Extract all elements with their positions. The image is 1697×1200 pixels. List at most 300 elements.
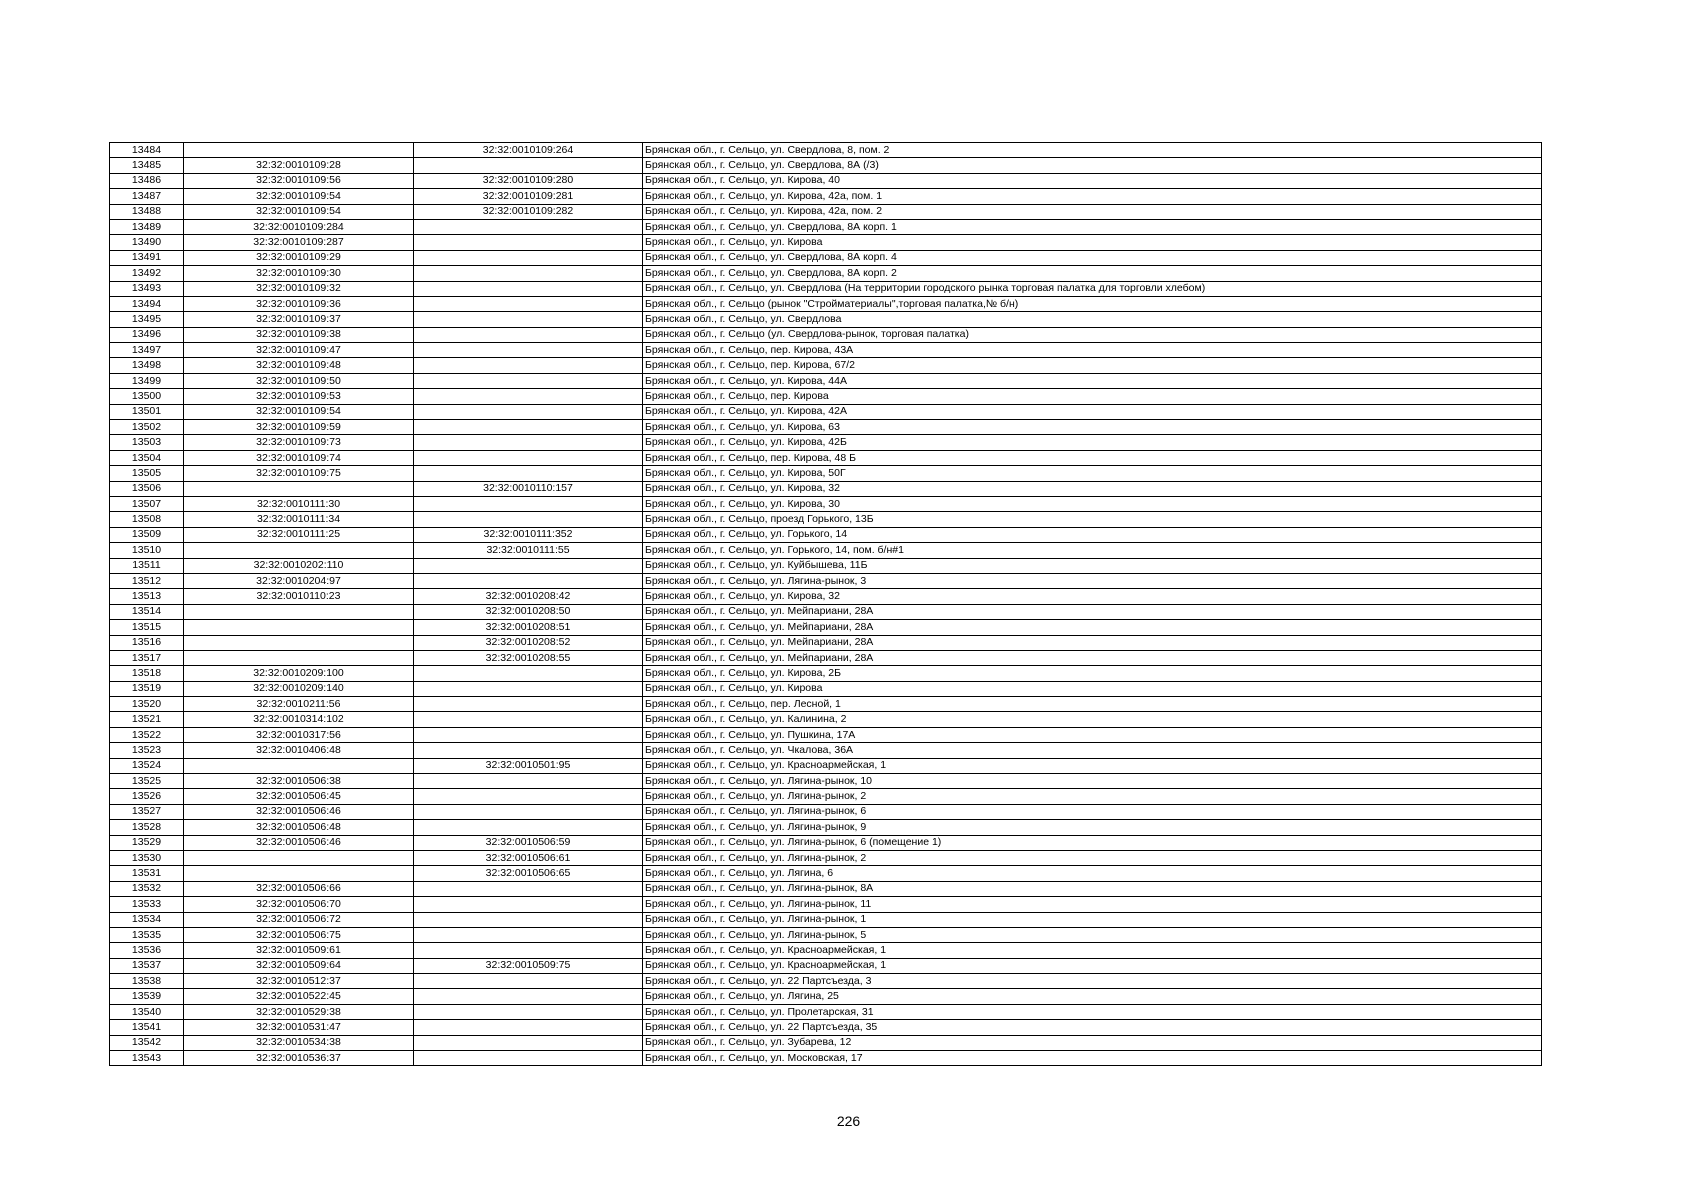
cadastral-number-cell: 32:32:0010506:46 [184, 835, 414, 850]
row-number-cell: 13526 [110, 789, 184, 804]
address-cell: Брянская обл., г. Сельцо, ул. Кирова, 44А [643, 373, 1542, 388]
room-cadastral-number-cell: 32:32:0010109:280 [414, 173, 643, 188]
table-row [110, 835, 1542, 850]
address-cell: Брянская обл., г. Сельцо, ул. Горького, 14, пом. б/н#1 [643, 543, 1542, 558]
row-number-cell: 13488 [110, 204, 184, 219]
row-number-cell: 13537 [110, 958, 184, 973]
table-row [110, 804, 1542, 819]
room-cadastral-number-cell [414, 450, 643, 465]
row-number-cell: 13511 [110, 558, 184, 573]
table-row [110, 496, 1542, 511]
room-cadastral-number-cell [414, 435, 643, 450]
cadastral-number-cell: 32:32:0010109:38 [184, 327, 414, 342]
cadastral-number-cell: 32:32:0010109:56 [184, 173, 414, 188]
address-cell: Брянская обл., г. Сельцо, ул. Калинина, 2 [643, 712, 1542, 727]
room-cadastral-number-cell [414, 804, 643, 819]
row-number-cell: 13527 [110, 804, 184, 819]
table-row [110, 789, 1542, 804]
address-cell: Брянская обл., г. Сельцо, ул. 22 Партсъезда, 3 [643, 974, 1542, 989]
table-row [110, 573, 1542, 588]
room-cadastral-number-cell [414, 1035, 643, 1050]
address-cell: Брянская обл., г. Сельцо, пер. Кирова [643, 389, 1542, 404]
cadastral-number-cell: 32:32:0010509:61 [184, 943, 414, 958]
table-row [110, 635, 1542, 650]
cadastral-number-cell: 32:32:0010109:287 [184, 235, 414, 250]
cadastral-number-cell: 32:32:0010506:46 [184, 804, 414, 819]
table-row [110, 358, 1542, 373]
table-row [110, 958, 1542, 973]
row-number-cell: 13515 [110, 620, 184, 635]
address-cell: Брянская обл., г. Сельцо, ул. Свердлова, 8А (/3) [643, 158, 1542, 173]
cadastral-number-cell [184, 620, 414, 635]
cadastral-number-cell: 32:32:0010506:66 [184, 881, 414, 896]
row-number-cell: 13487 [110, 189, 184, 204]
table-body [110, 143, 1542, 1066]
row-number-cell: 13509 [110, 527, 184, 542]
cadastral-number-cell: 32:32:0010509:64 [184, 958, 414, 973]
row-number-cell: 13536 [110, 943, 184, 958]
cadastral-number-cell: 32:32:0010109:53 [184, 389, 414, 404]
room-cadastral-number-cell [414, 743, 643, 758]
table-row [110, 927, 1542, 942]
table-row [110, 527, 1542, 542]
table-row [110, 219, 1542, 234]
address-cell: Брянская обл., г. Сельцо, ул. Свердлова (На территории городского рынка торговая палатка для торговли хлебом) [643, 281, 1542, 296]
table-row [110, 543, 1542, 558]
cadastral-number-cell: 32:32:0010534:38 [184, 1035, 414, 1050]
room-cadastral-number-cell [414, 296, 643, 311]
row-number-cell: 13491 [110, 250, 184, 265]
address-cell: Брянская обл., г. Сельцо, ул. Мейпариани, 28А [643, 635, 1542, 650]
cadastral-number-cell [184, 543, 414, 558]
room-cadastral-number-cell: 32:32:0010111:55 [414, 543, 643, 558]
table-row [110, 143, 1542, 158]
table-row [110, 235, 1542, 250]
table-row [110, 1051, 1542, 1066]
row-number-cell: 13486 [110, 173, 184, 188]
row-number-cell: 13502 [110, 420, 184, 435]
table-row [110, 1020, 1542, 1035]
address-cell: Брянская обл., г. Сельцо, ул. Лягина-рынок, 5 [643, 927, 1542, 942]
address-cell: Брянская обл., г. Сельцо, ул. Красноармейская, 1 [643, 943, 1542, 958]
row-number-cell: 13523 [110, 743, 184, 758]
address-cell: Брянская обл., г. Сельцо, ул. Лягина-рынок, 6 (помещение 1) [643, 835, 1542, 850]
row-number-cell: 13506 [110, 481, 184, 496]
table-row [110, 912, 1542, 927]
address-cell: Брянская обл., г. Сельцо, ул. Чкалова, 36А [643, 743, 1542, 758]
cadastral-number-cell [184, 635, 414, 650]
room-cadastral-number-cell [414, 250, 643, 265]
table-row [110, 266, 1542, 281]
row-number-cell: 13540 [110, 1004, 184, 1019]
address-cell: Брянская обл., г. Сельцо, ул. Московская, 17 [643, 1051, 1542, 1066]
address-cell: Брянская обл., г. Сельцо, ул. Свердлова, 8А корп. 1 [643, 219, 1542, 234]
row-number-cell: 13534 [110, 912, 184, 927]
address-cell: Брянская обл., г. Сельцо, ул. Горького, 14 [643, 527, 1542, 542]
address-cell: Брянская обл., г. Сельцо, ул. Зубарева, 12 [643, 1035, 1542, 1050]
room-cadastral-number-cell [414, 697, 643, 712]
room-cadastral-number-cell: 32:32:0010509:75 [414, 958, 643, 973]
row-number-cell: 13518 [110, 666, 184, 681]
cadastral-number-cell: 32:32:0010506:48 [184, 820, 414, 835]
address-cell: Брянская обл., г. Сельцо, ул. Красноармейская, 1 [643, 758, 1542, 773]
cadastral-number-cell: 32:32:0010111:25 [184, 527, 414, 542]
address-cell: Брянская обл., г. Сельцо, ул. Кирова, 32 [643, 589, 1542, 604]
room-cadastral-number-cell [414, 404, 643, 419]
row-number-cell: 13501 [110, 404, 184, 419]
cadastral-number-cell: 32:32:0010109:54 [184, 404, 414, 419]
table-row [110, 727, 1542, 742]
table-row [110, 281, 1542, 296]
room-cadastral-number-cell [414, 943, 643, 958]
address-cell: Брянская обл., г. Сельцо, ул. Свердлова [643, 312, 1542, 327]
table-row [110, 420, 1542, 435]
row-number-cell: 13504 [110, 450, 184, 465]
address-cell: Брянская обл., г. Сельцо, ул. Кирова, 63 [643, 420, 1542, 435]
table-row [110, 1035, 1542, 1050]
room-cadastral-number-cell [414, 327, 643, 342]
room-cadastral-number-cell [414, 927, 643, 942]
room-cadastral-number-cell: 32:32:0010109:281 [414, 189, 643, 204]
address-cell: Брянская обл., г. Сельцо, пер. Кирова, 43А [643, 343, 1542, 358]
row-number-cell: 13495 [110, 312, 184, 327]
room-cadastral-number-cell [414, 281, 643, 296]
cadastral-number-cell: 32:32:0010506:72 [184, 912, 414, 927]
row-number-cell: 13493 [110, 281, 184, 296]
address-cell: Брянская обл., г. Сельцо, ул. Кирова, 42а, пом. 1 [643, 189, 1542, 204]
room-cadastral-number-cell [414, 558, 643, 573]
room-cadastral-number-cell [414, 789, 643, 804]
cadastral-number-cell: 32:32:0010209:140 [184, 681, 414, 696]
address-cell: Брянская обл., г. Сельцо, ул. Кирова [643, 681, 1542, 696]
row-number-cell: 13485 [110, 158, 184, 173]
table-row [110, 604, 1542, 619]
address-cell: Брянская обл., г. Сельцо, пер. Кирова, 67/2 [643, 358, 1542, 373]
row-number-cell: 13521 [110, 712, 184, 727]
address-cell: Брянская обл., г. Сельцо, ул. Кирова, 2Б [643, 666, 1542, 681]
room-cadastral-number-cell: 32:32:0010501:95 [414, 758, 643, 773]
room-cadastral-number-cell: 32:32:0010109:282 [414, 204, 643, 219]
row-number-cell: 13531 [110, 866, 184, 881]
table-row [110, 743, 1542, 758]
address-cell: Брянская обл., г. Сельцо, ул. Мейпариани, 28А [643, 650, 1542, 665]
address-cell: Брянская обл., г. Сельцо, ул. Мейпариани, 28А [643, 604, 1542, 619]
row-number-cell: 13514 [110, 604, 184, 619]
address-cell: Брянская обл., г. Сельцо, проезд Горького, 13Б [643, 512, 1542, 527]
cadastral-number-cell: 32:32:0010536:37 [184, 1051, 414, 1066]
cadastral-number-cell [184, 850, 414, 865]
table-row [110, 1004, 1542, 1019]
address-cell: Брянская обл., г. Сельцо, ул. Лягина-рынок, 11 [643, 897, 1542, 912]
cadastral-number-cell: 32:32:0010406:48 [184, 743, 414, 758]
cadastral-number-cell: 32:32:0010109:28 [184, 158, 414, 173]
cadastral-number-cell: 32:32:0010109:74 [184, 450, 414, 465]
room-cadastral-number-cell [414, 774, 643, 789]
cadastral-number-cell: 32:32:0010109:54 [184, 204, 414, 219]
address-cell: Брянская обл., г. Сельцо, ул. Лягина-рынок, 9 [643, 820, 1542, 835]
address-cell: Брянская обл., г. Сельцо (рынок "Стройматериалы",торговая палатка,№ б/н) [643, 296, 1542, 311]
table-row [110, 404, 1542, 419]
address-cell: Брянская обл., г. Сельцо, пер. Лесной, 1 [643, 697, 1542, 712]
table-row [110, 897, 1542, 912]
table-row [110, 620, 1542, 635]
table-row [110, 389, 1542, 404]
row-number-cell: 13503 [110, 435, 184, 450]
address-cell: Брянская обл., г. Сельцо, ул. Лягина-рынок, 3 [643, 573, 1542, 588]
room-cadastral-number-cell: 32:32:0010506:61 [414, 850, 643, 865]
table-row [110, 712, 1542, 727]
room-cadastral-number-cell: 32:32:0010111:352 [414, 527, 643, 542]
table-row [110, 589, 1542, 604]
row-number-cell: 13497 [110, 343, 184, 358]
room-cadastral-number-cell [414, 389, 643, 404]
address-cell: Брянская обл., г. Сельцо, ул. Лягина-рынок, 8А [643, 881, 1542, 896]
room-cadastral-number-cell [414, 1004, 643, 1019]
row-number-cell: 13499 [110, 373, 184, 388]
row-number-cell: 13519 [110, 681, 184, 696]
row-number-cell: 13517 [110, 650, 184, 665]
row-number-cell: 13489 [110, 219, 184, 234]
room-cadastral-number-cell [414, 573, 643, 588]
cadastral-number-cell: 32:32:0010109:36 [184, 296, 414, 311]
row-number-cell: 13529 [110, 835, 184, 850]
cadastral-number-cell: 32:32:0010109:48 [184, 358, 414, 373]
table-row [110, 327, 1542, 342]
cadastral-number-cell [184, 758, 414, 773]
room-cadastral-number-cell [414, 496, 643, 511]
table-row [110, 866, 1542, 881]
address-cell: Брянская обл., г. Сельцо, ул. Лягина, 6 [643, 866, 1542, 881]
page-number: 226 [836, 1113, 861, 1129]
address-cell: Брянская обл., г. Сельцо (ул. Свердлова-рынок, торговая палатка) [643, 327, 1542, 342]
row-number-cell: 13535 [110, 927, 184, 942]
room-cadastral-number-cell [414, 897, 643, 912]
cadastral-number-cell: 32:32:0010506:45 [184, 789, 414, 804]
room-cadastral-number-cell [414, 974, 643, 989]
room-cadastral-number-cell [414, 343, 643, 358]
room-cadastral-number-cell [414, 712, 643, 727]
row-number-cell: 13513 [110, 589, 184, 604]
address-cell: Брянская обл., г. Сельцо, ул. Пушкина, 17А [643, 727, 1542, 742]
room-cadastral-number-cell [414, 666, 643, 681]
row-number-cell: 13541 [110, 1020, 184, 1035]
room-cadastral-number-cell: 32:32:0010208:52 [414, 635, 643, 650]
table-row [110, 974, 1542, 989]
address-cell: Брянская обл., г. Сельцо, ул. 22 Партсъезда, 35 [643, 1020, 1542, 1035]
cadastral-number-cell: 32:32:0010211:56 [184, 697, 414, 712]
room-cadastral-number-cell: 32:32:0010506:65 [414, 866, 643, 881]
table-row [110, 681, 1542, 696]
table-row [110, 650, 1542, 665]
room-cadastral-number-cell [414, 219, 643, 234]
cadastral-number-cell: 32:32:0010512:37 [184, 974, 414, 989]
cadastral-number-cell [184, 481, 414, 496]
table-row [110, 481, 1542, 496]
room-cadastral-number-cell [414, 358, 643, 373]
address-cell: Брянская обл., г. Сельцо, ул. Кирова, 42Б [643, 435, 1542, 450]
room-cadastral-number-cell [414, 512, 643, 527]
table-row [110, 512, 1542, 527]
row-number-cell: 13524 [110, 758, 184, 773]
table-row [110, 774, 1542, 789]
row-number-cell: 13507 [110, 496, 184, 511]
row-number-cell: 13522 [110, 727, 184, 742]
address-cell: Брянская обл., г. Сельцо, ул. Кирова, 42а, пом. 2 [643, 204, 1542, 219]
row-number-cell: 13490 [110, 235, 184, 250]
room-cadastral-number-cell [414, 466, 643, 481]
room-cadastral-number-cell [414, 681, 643, 696]
table-row [110, 666, 1542, 681]
address-cell: Брянская обл., г. Сельцо, ул. Пролетарская, 31 [643, 1004, 1542, 1019]
address-cell: Брянская обл., г. Сельцо, ул. Кирова, 30 [643, 496, 1542, 511]
table-row [110, 204, 1542, 219]
row-number-cell: 13542 [110, 1035, 184, 1050]
address-cell: Брянская обл., г. Сельцо, ул. Кирова, 40 [643, 173, 1542, 188]
row-number-cell: 13533 [110, 897, 184, 912]
room-cadastral-number-cell [414, 1051, 643, 1066]
table-row [110, 250, 1542, 265]
room-cadastral-number-cell [414, 420, 643, 435]
cadastral-number-cell: 32:32:0010209:100 [184, 666, 414, 681]
room-cadastral-number-cell [414, 912, 643, 927]
room-cadastral-number-cell: 32:32:0010506:59 [414, 835, 643, 850]
row-number-cell: 13539 [110, 989, 184, 1004]
address-cell: Брянская обл., г. Сельцо, ул. Кирова, 42А [643, 404, 1542, 419]
table-row [110, 373, 1542, 388]
room-cadastral-number-cell [414, 158, 643, 173]
table-row [110, 697, 1542, 712]
table-row [110, 758, 1542, 773]
cadastral-number-cell: 32:32:0010109:73 [184, 435, 414, 450]
address-cell: Брянская обл., г. Сельцо, ул. Кирова, 32 [643, 481, 1542, 496]
table-row [110, 820, 1542, 835]
cadastral-number-cell: 32:32:0010111:30 [184, 496, 414, 511]
row-number-cell: 13520 [110, 697, 184, 712]
room-cadastral-number-cell [414, 1020, 643, 1035]
cadastral-number-cell: 32:32:0010506:75 [184, 927, 414, 942]
cadastral-number-cell: 32:32:0010109:50 [184, 373, 414, 388]
address-cell: Брянская обл., г. Сельцо, ул. Свердлова, 8А корп. 2 [643, 266, 1542, 281]
address-cell: Брянская обл., г. Сельцо, ул. Мейпариани, 28А [643, 620, 1542, 635]
room-cadastral-number-cell: 32:32:0010110:157 [414, 481, 643, 496]
row-number-cell: 13530 [110, 850, 184, 865]
table-row [110, 466, 1542, 481]
cadastral-number-cell: 32:32:0010109:47 [184, 343, 414, 358]
room-cadastral-number-cell: 32:32:0010109:264 [414, 143, 643, 158]
room-cadastral-number-cell [414, 989, 643, 1004]
table-row [110, 435, 1542, 450]
room-cadastral-number-cell [414, 881, 643, 896]
address-cell: Брянская обл., г. Сельцо, ул. Красноармейская, 1 [643, 958, 1542, 973]
cadastral-number-cell: 32:32:0010109:54 [184, 189, 414, 204]
room-cadastral-number-cell [414, 373, 643, 388]
cadastral-number-cell [184, 650, 414, 665]
address-cell: Брянская обл., г. Сельцо, ул. Лягина-рынок, 1 [643, 912, 1542, 927]
cadastral-number-cell: 32:32:0010317:56 [184, 727, 414, 742]
table-row [110, 881, 1542, 896]
address-cell: Брянская обл., г. Сельцо, ул. Лягина-рынок, 2 [643, 850, 1542, 865]
cadastral-number-cell: 32:32:0010109:75 [184, 466, 414, 481]
row-number-cell: 13532 [110, 881, 184, 896]
cadastral-number-cell: 32:32:0010522:45 [184, 989, 414, 1004]
address-cell: Брянская обл., г. Сельцо, ул. Куйбышева, 11Б [643, 558, 1542, 573]
room-cadastral-number-cell [414, 820, 643, 835]
table-row [110, 943, 1542, 958]
row-number-cell: 13525 [110, 774, 184, 789]
row-number-cell: 13505 [110, 466, 184, 481]
address-cell: Брянская обл., г. Сельцо, ул. Свердлова, 8А корп. 4 [643, 250, 1542, 265]
table-row [110, 558, 1542, 573]
property-table [109, 142, 1542, 1066]
table-row [110, 296, 1542, 311]
cadastral-number-cell [184, 143, 414, 158]
cadastral-number-cell: 32:32:0010314:102 [184, 712, 414, 727]
table-row [110, 850, 1542, 865]
row-number-cell: 13484 [110, 143, 184, 158]
room-cadastral-number-cell: 32:32:0010208:55 [414, 650, 643, 665]
cadastral-number-cell: 32:32:0010109:30 [184, 266, 414, 281]
cadastral-number-cell [184, 604, 414, 619]
table-row [110, 312, 1542, 327]
address-cell: Брянская обл., г. Сельцо, ул. Кирова [643, 235, 1542, 250]
cadastral-number-cell: 32:32:0010204:97 [184, 573, 414, 588]
cadastral-number-cell: 32:32:0010202:110 [184, 558, 414, 573]
room-cadastral-number-cell: 32:32:0010208:51 [414, 620, 643, 635]
address-cell: Брянская обл., г. Сельцо, ул. Кирова, 50Г [643, 466, 1542, 481]
address-cell: Брянская обл., г. Сельцо, ул. Лягина, 25 [643, 989, 1542, 1004]
cadastral-number-cell: 32:32:0010109:29 [184, 250, 414, 265]
row-number-cell: 13496 [110, 327, 184, 342]
table-row [110, 158, 1542, 173]
address-cell: Брянская обл., г. Сельцо, ул. Свердлова, 8, пом. 2 [643, 143, 1542, 158]
row-number-cell: 13516 [110, 635, 184, 650]
row-number-cell: 13500 [110, 389, 184, 404]
row-number-cell: 13538 [110, 974, 184, 989]
row-number-cell: 13498 [110, 358, 184, 373]
row-number-cell: 13512 [110, 573, 184, 588]
cadastral-number-cell: 32:32:0010111:34 [184, 512, 414, 527]
cadastral-number-cell: 32:32:0010531:47 [184, 1020, 414, 1035]
cadastral-number-cell [184, 866, 414, 881]
cadastral-number-cell: 32:32:0010506:70 [184, 897, 414, 912]
row-number-cell: 13508 [110, 512, 184, 527]
table-row [110, 343, 1542, 358]
room-cadastral-number-cell: 32:32:0010208:42 [414, 589, 643, 604]
room-cadastral-number-cell [414, 312, 643, 327]
cadastral-number-cell: 32:32:0010109:37 [184, 312, 414, 327]
cadastral-number-cell: 32:32:0010529:38 [184, 1004, 414, 1019]
room-cadastral-number-cell [414, 235, 643, 250]
row-number-cell: 13494 [110, 296, 184, 311]
cadastral-number-cell: 32:32:0010506:38 [184, 774, 414, 789]
room-cadastral-number-cell [414, 727, 643, 742]
table-row [110, 189, 1542, 204]
cadastral-number-cell: 32:32:0010109:32 [184, 281, 414, 296]
cadastral-number-cell: 32:32:0010109:284 [184, 219, 414, 234]
cadastral-number-cell: 32:32:0010110:23 [184, 589, 414, 604]
address-cell: Брянская обл., г. Сельцо, ул. Лягина-рынок, 2 [643, 789, 1542, 804]
room-cadastral-number-cell [414, 266, 643, 281]
row-number-cell: 13543 [110, 1051, 184, 1066]
table-row [110, 989, 1542, 1004]
address-cell: Брянская обл., г. Сельцо, ул. Лягина-рынок, 6 [643, 804, 1542, 819]
address-cell: Брянская обл., г. Сельцо, пер. Кирова, 48 Б [643, 450, 1542, 465]
table-row [110, 173, 1542, 188]
row-number-cell: 13528 [110, 820, 184, 835]
cadastral-number-cell: 32:32:0010109:59 [184, 420, 414, 435]
row-number-cell: 13492 [110, 266, 184, 281]
table-row [110, 450, 1542, 465]
